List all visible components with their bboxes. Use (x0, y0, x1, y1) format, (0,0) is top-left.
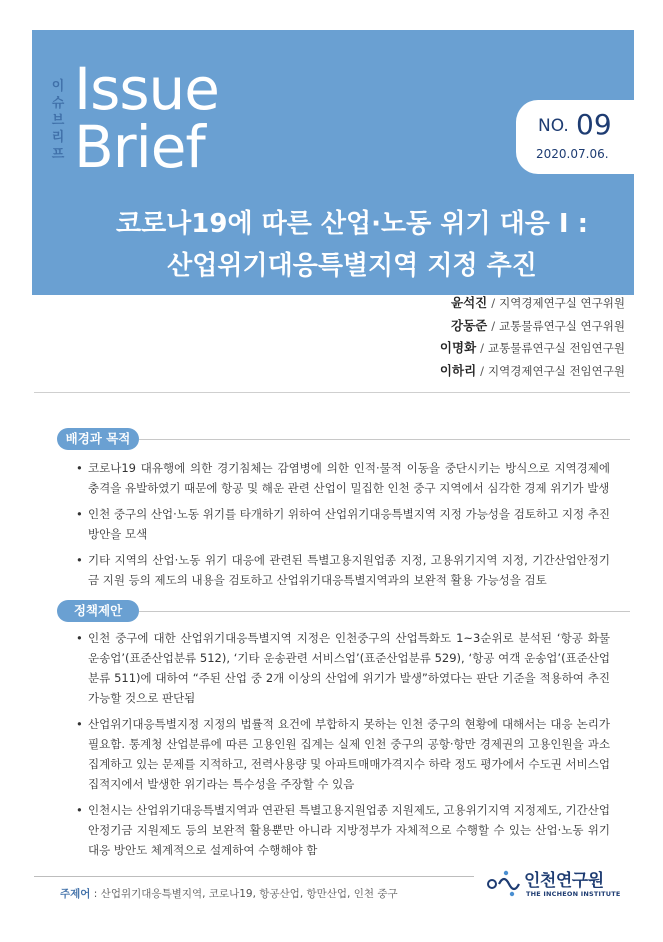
institute-name: 인천연구원 (524, 871, 604, 891)
author-affiliation: 교통물류연구실 전임연구원 (488, 341, 625, 355)
author-affiliation: 지역경제연구실 전임연구원 (488, 363, 625, 378)
issue-number-badge (516, 100, 634, 174)
divider (34, 392, 630, 393)
author-list (295, 292, 625, 382)
author-entry: 윤석진 / 지역경제연구실 연구위원 (451, 295, 625, 310)
section-rule (139, 439, 630, 440)
background-bullet-list (78, 458, 610, 596)
brief-word: Brief (74, 113, 205, 181)
bullet-item: • 산업위기대응특별지정 지정의 법률적 요건에 부합하지 못하는 인천 중구의 현황에 대해서는 대응 논리가 필요함. 통계청 산업분류에 따른 고용인원 집계는 실제 인천 중구의 공항·항만 경제권의 고용인원을 과소 집계하고 있는 문제를 지적하고, 전력사용량 및 아파트매매가격지수 하락 정도 평가에서 수도권 서비스업 집적지에서 발생한 위기라는 특수성을 주장할 수 있음 (76, 717, 610, 791)
author-name: 이하리 (439, 362, 477, 378)
author-name: 이명화 (439, 340, 477, 355)
issue-word: Issue (74, 55, 219, 123)
bullet-item: • 기타 지역의 산업·노동 위기 대응에 관련된 특별고용지원업종 지정, 고용위기지역 지정, 기간산업안정기금 지원 등의 제도의 내용을 검토하고 산업위기대응특별지역과의 보완적 활용 가능성을 검토 (76, 553, 610, 587)
keywords-label: 주제어 (60, 888, 91, 900)
author-entry: 이명화 / 교통물류연구실 전임연구원 (439, 340, 625, 355)
footer-keywords: 주제어 : 산업위기대응특별지역, 코로나19, 항공산업, 항만산업, 인천 중구 (60, 888, 398, 900)
bullet-item: • 인천 중구에 대한 산업위기대응특별지역 지정은 인천중구의 산업특화도 1~3순위로 분석된 ‘항공 화물 운송업’(표준산업분류 512), ‘기타 운송관련 서비스업’(표준산업분류 529), ‘항공 여객 운송업’(표준산업분류 511)에 대하여 “주된 산업 중 2개 이상의 산업에 위기가 발생”하였다는 판단 기준을 적용하여 추진 가능할 것으로 판단됨 (76, 631, 610, 705)
institute-logo (486, 866, 636, 906)
author-affiliation: 지역경제연구실 연구위원 (499, 296, 625, 310)
report-title-line-2: 산업위기대응특별지역 지정 추진 (167, 251, 537, 281)
author-entry: 이하리 / 지역경제연구실 전임연구원 (439, 362, 625, 378)
bullet-item: • 코로나19 대유행에 의한 경기침체는 감염병에 의한 인적·물적 이동을 중단시키는 방식으로 지역경제에 충격을 유발하였기 때문에 항공 및 해운 관련 산업이 밀집한 인천 중구 지역에서 심각한 경제 위기가 발생 (76, 461, 610, 495)
issue-date: 2020.07.06. (536, 147, 609, 161)
author-name: 윤석진 (451, 295, 488, 310)
header-banner (32, 30, 634, 295)
policy-bullet-list (78, 628, 610, 866)
author-affiliation: 교통물류연구실 연구위원 (499, 318, 625, 333)
series-vertical-label: 이 슈 브 리 프 (51, 79, 65, 162)
issue-number-value: 09 (576, 108, 612, 141)
keywords-text: 산업위기대응특별지역, 코로나19, 항공산업, 항만산업, 인천 중구 (100, 888, 398, 900)
section-heading-policy: 정책제안 (57, 600, 139, 622)
footer-rule (34, 876, 474, 877)
report-title (72, 203, 632, 287)
author-name: 강동준 (451, 317, 488, 333)
report-title-line-1: 코로나19에 따른 산업·노동 위기 대응 I : (115, 209, 589, 239)
section-heading-background: 배경과 목적 (57, 428, 139, 450)
institute-name-english: THE INCHEON INSTITUTE (526, 890, 621, 898)
issue-number-label: NO. (538, 116, 569, 136)
section-rule (139, 611, 630, 612)
bullet-item: • 인천 중구의 산업·노동 위기를 타개하기 위하여 산업위기대응특별지역 지정 가능성을 검토하고 지정 추진 방안을 모색 (76, 507, 610, 541)
institute-logo-icon (486, 868, 522, 898)
author-entry: 강동준 / 교통물류연구실 연구위원 (451, 317, 625, 333)
bullet-item: • 인천시는 산업위기대응특별지역과 연관된 특별고용지원업종 지원제도, 고용위기지역 지정제도, 기간산업안정기금 지원제도 등의 보완적 활용뿐만 아니라 지방정부가 자체적으로 수행할 수 있는 산업·노동 위기 대응 방안도 체계적으로 설계하여 수행해야 함 (76, 803, 610, 857)
